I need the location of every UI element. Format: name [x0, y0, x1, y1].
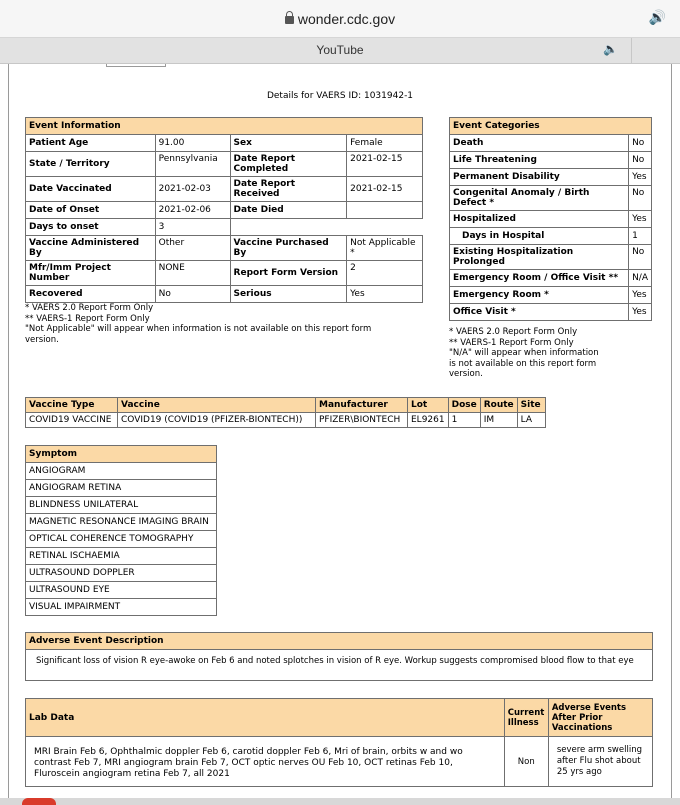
table-row [26, 514, 217, 531]
table-row [26, 531, 217, 548]
mfr-value: NONE [155, 261, 230, 286]
page-title: Details for VAERS ID: 1031942-1 [266, 91, 414, 101]
cat-death-label: Death [450, 135, 629, 152]
sex-value: Female [347, 135, 423, 152]
vax-header-route: Route [480, 398, 517, 413]
tab-audio-icon[interactable]: 🔈 [603, 42, 618, 56]
recovered-value: No [155, 286, 230, 303]
symptom-header: Symptom [26, 446, 217, 463]
event-info-notes [25, 303, 405, 345]
prior-events-value: severe arm swelling after Flu shot about 25 yrs ago [548, 737, 652, 787]
vax-header-site: Site [517, 398, 545, 413]
symptom-item: BLINDNESS UNILATERAL [26, 497, 217, 514]
adverse-event-header: Adverse Event Description [26, 633, 652, 650]
cat-days-hospital-label: Days in Hospital [450, 228, 629, 245]
date-vaccinated-label: Date Vaccinated [26, 177, 156, 202]
days-to-onset-value: 3 [155, 219, 230, 236]
table-row [26, 548, 217, 565]
table-row [26, 413, 546, 428]
event-categories-table [449, 117, 652, 321]
symptom-item: VISUAL IMPAIRMENT [26, 599, 217, 616]
cat-existing-hosp-value: No [629, 245, 652, 270]
address-bar[interactable] [0, 0, 680, 38]
recovered-label: Recovered [26, 286, 156, 303]
vax-lot: EL9261 [408, 413, 449, 428]
table-row [26, 463, 217, 480]
tab-divider [631, 38, 632, 64]
vaccine-table [25, 397, 546, 428]
date-died-value [347, 202, 423, 219]
event-note-1: * VAERS 2.0 Report Form Only [25, 303, 154, 313]
vaccine-purchased-by-value: Not Applicable * [347, 236, 423, 261]
cat-hospitalized-label: Hospitalized [450, 211, 629, 228]
state-value: Pennsylvania [155, 152, 230, 177]
prior-events-header: Adverse Events After Prior Vaccinations [548, 699, 652, 737]
cat-days-hospital-value: 1 [629, 228, 652, 245]
symptom-item: RETINAL ISCHAEMIA [26, 548, 217, 565]
cat-er-office-value: N/A [629, 270, 652, 287]
serious-value: Yes [347, 286, 423, 303]
date-died-label: Date Died [230, 202, 347, 219]
date-vaccinated-value: 2021-02-03 [155, 177, 230, 202]
dock-strip [0, 798, 680, 805]
vax-manufacturer: PFIZER\BIONTECH [316, 413, 408, 428]
page-content [0, 64, 680, 805]
lab-data-text: MRI Brain Feb 6, Ophthalmic doppler Feb 6, carotid doppler Feb 6, Mri of brain, orbits w and wo contrast Feb 7, MRI angiogram brain Feb 7, OCT optic nerves OU Feb 10, OCT retinas Feb 10, Fluroscein angiogram retina Feb 7, all 2021 [26, 737, 505, 787]
date-onset-label: Date of Onset [26, 202, 156, 219]
date-report-received-value: 2021-02-15 [347, 177, 423, 202]
vax-header-dose: Dose [448, 398, 480, 413]
adverse-event-text: Significant loss of vision R eye-awoke on Feb 6 and noted splotches in vision of R eye. Workup suggests compromised blood flow to that eye [36, 656, 634, 666]
symptom-item: ULTRASOUND EYE [26, 582, 217, 599]
vax-type: COVID19 VACCINE [26, 413, 118, 428]
event-info-header: Event Information [26, 118, 423, 135]
current-illness-header: Current Illness [504, 699, 548, 737]
dock-app-icon[interactable] [22, 798, 56, 805]
symptom-item: ANGIOGRAM [26, 463, 217, 480]
cat-note-1: * VAERS 2.0 Report Form Only [449, 327, 578, 337]
state-label: State / Territory [26, 152, 156, 177]
vax-dose: 1 [448, 413, 480, 428]
cat-hospitalized-value: Yes [629, 211, 652, 228]
cat-congenital-label: Congenital Anomaly / Birth Defect * [450, 186, 629, 211]
lab-data-table [25, 698, 653, 787]
event-note-2: ** VAERS-1 Report Form Only [25, 313, 150, 324]
lock-icon [285, 16, 294, 24]
cat-note-2: ** VAERS-1 Report Form Only [449, 337, 574, 348]
cat-existing-hosp-label: Existing Hospitalization Prolonged [450, 245, 629, 270]
symptom-item: ULTRASOUND DOPPLER [26, 565, 217, 582]
date-report-completed-value: 2021-02-15 [347, 152, 423, 177]
report-form-version-value: 2 [347, 261, 423, 286]
cat-permanent-disability-label: Permanent Disability [450, 169, 629, 186]
table-row [26, 582, 217, 599]
cat-er-label: Emergency Room * [450, 287, 629, 304]
table-row [26, 737, 653, 787]
date-report-completed-label: Date Report Completed [230, 152, 347, 177]
mfr-label: Mfr/Imm Project Number [26, 261, 156, 286]
table-row [26, 480, 217, 497]
sex-label: Sex [230, 135, 347, 152]
cat-note-3: "N/A" will appear when information is not available on this report form version. [449, 348, 599, 379]
cat-permanent-disability-value: Yes [629, 169, 652, 186]
tab-bar [0, 38, 680, 64]
cat-life-threatening-value: No [629, 152, 652, 169]
cat-congenital-value: No [629, 186, 652, 211]
cat-er-value: Yes [629, 287, 652, 304]
cat-office-visit-label: Office Visit * [450, 304, 629, 321]
patient-age-value: 91.00 [155, 135, 230, 152]
table-row [26, 565, 217, 582]
symptom-table [25, 445, 217, 616]
symptom-item: ANGIOGRAM RETINA [26, 480, 217, 497]
tab-youtube[interactable]: YouTube [316, 43, 364, 57]
cat-office-visit-value: Yes [629, 304, 652, 321]
vax-header-manufacturer: Manufacturer [316, 398, 408, 413]
vaccine-admin-by-value: Other [155, 236, 230, 261]
vax-site: LA [517, 413, 545, 428]
cat-death-value: No [629, 135, 652, 152]
speaker-icon[interactable]: 🔊 [648, 10, 666, 26]
vax-header-vaccine: Vaccine [118, 398, 316, 413]
event-information-table [25, 117, 423, 303]
event-note-3: "Not Applicable" will appear when information is not available on this report form version. [25, 324, 372, 345]
top-bar-fragment [106, 64, 166, 67]
vax-header-type: Vaccine Type [26, 398, 118, 413]
patient-age-label: Patient Age [26, 135, 156, 152]
serious-label: Serious [230, 286, 347, 303]
current-illness-value: Non [504, 737, 548, 787]
symptom-item: OPTICAL COHERENCE TOMOGRAPHY [26, 531, 217, 548]
vax-header-lot: Lot [408, 398, 449, 413]
lab-data-header: Lab Data [26, 699, 505, 737]
url-text: wonder.cdc.gov [297, 11, 396, 27]
cat-life-threatening-label: Life Threatening [450, 152, 629, 169]
symptom-item: MAGNETIC RESONANCE IMAGING BRAIN [26, 514, 217, 531]
event-categories-header: Event Categories [450, 118, 652, 135]
table-row [26, 599, 217, 616]
vax-name: COVID19 (COVID19 (PFIZER-BIONTECH)) [118, 413, 316, 428]
cat-er-office-label: Emergency Room / Office Visit ** [450, 270, 629, 287]
adverse-event-box [25, 632, 653, 681]
vaccine-admin-by-label: Vaccine Administered By [26, 236, 156, 261]
report-form-version-label: Report Form Version [230, 261, 347, 286]
url-display[interactable] [0, 11, 680, 27]
vax-route: IM [480, 413, 517, 428]
days-to-onset-label: Days to onset [26, 219, 156, 236]
table-row [26, 497, 217, 514]
event-categories-notes [449, 327, 599, 380]
date-report-received-label: Date Report Received [230, 177, 347, 202]
date-onset-value: 2021-02-06 [155, 202, 230, 219]
vaccine-purchased-by-label: Vaccine Purchased By [230, 236, 347, 261]
